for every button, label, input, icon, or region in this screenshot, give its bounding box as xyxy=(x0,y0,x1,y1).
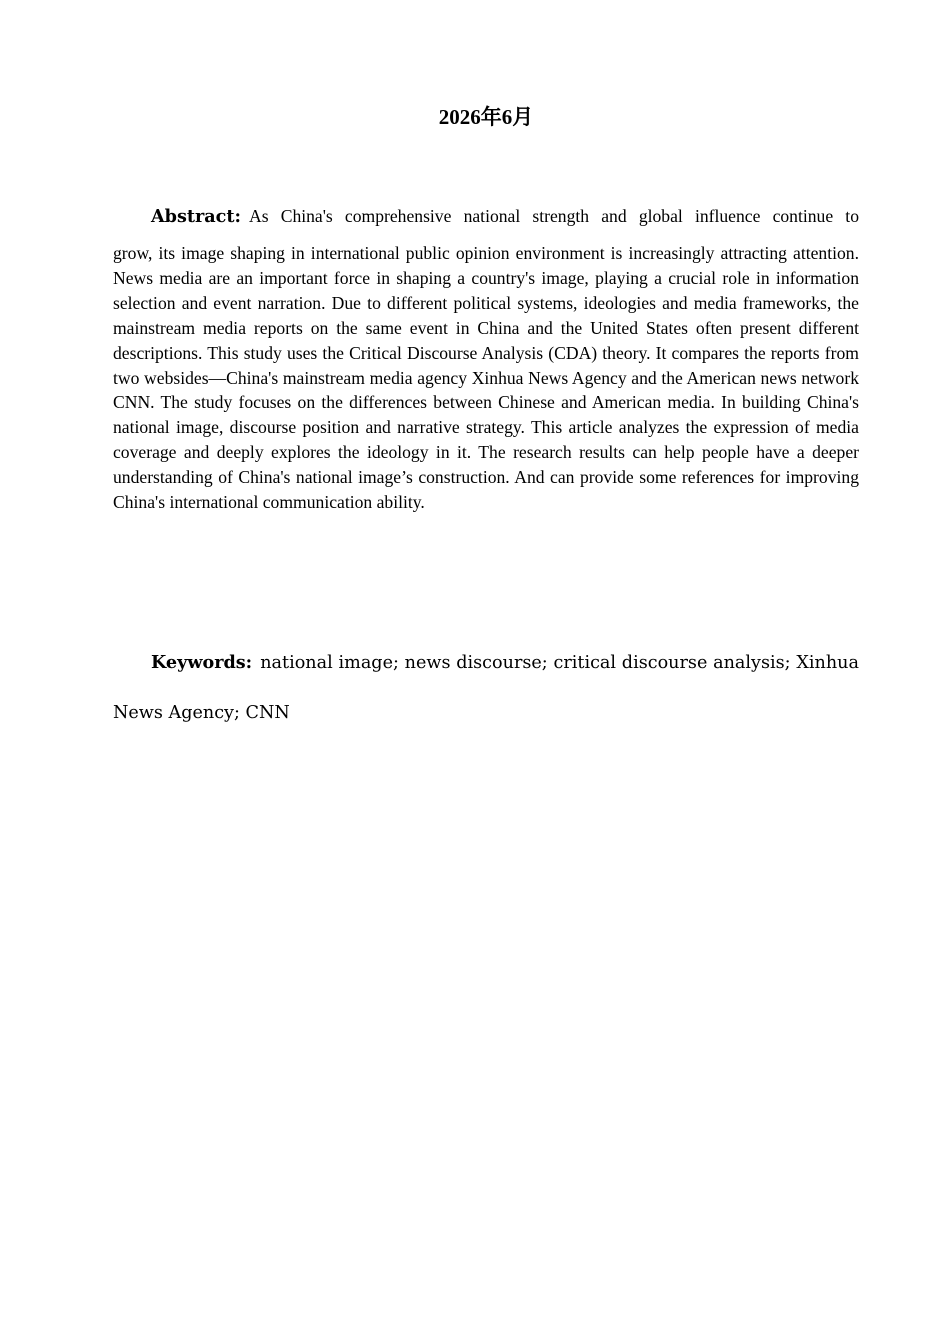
date-heading: 2026年6月 xyxy=(438,105,534,129)
abstract-first-line xyxy=(113,202,859,231)
abstract-label: Abstract: xyxy=(151,206,241,227)
keywords-section xyxy=(113,648,859,728)
keywords-rest: News Agency; CNN xyxy=(113,703,290,723)
keywords-first-line xyxy=(113,648,859,678)
abstract-section xyxy=(113,202,859,515)
keywords-label: Keywords: xyxy=(151,652,253,673)
keywords-first-line-text: national image; news discourse; critical discourse analysis; Xinhua xyxy=(260,653,859,673)
abstract-first-line-text: As China's comprehensive national strength and global influence continue to xyxy=(249,206,859,226)
abstract-body: grow, its image shaping in international public opinion environment is increasingly attracting attention. News media are an important force in shaping a country's image, playing a crucial role in information selection and event narration. Due to different political systems, ideologies and media frameworks, the mainstream media reports on the same event in China and the United States often present different descriptions. This study uses the Critical Discourse Analysis (CDA) theory. It compares the reports from two websides—China's mainstream media agency Xinhua News Agency and the American news network CNN. The study focuses on the differences between Chinese and American media. In building China's national image, discourse position and narrative strategy. This article analyzes the expression of media coverage and deeply explores the ideology in it. The research results can help people have a deeper understanding of China's national image’s construction. And can provide some references for improving China's international communication ability. xyxy=(113,243,859,513)
